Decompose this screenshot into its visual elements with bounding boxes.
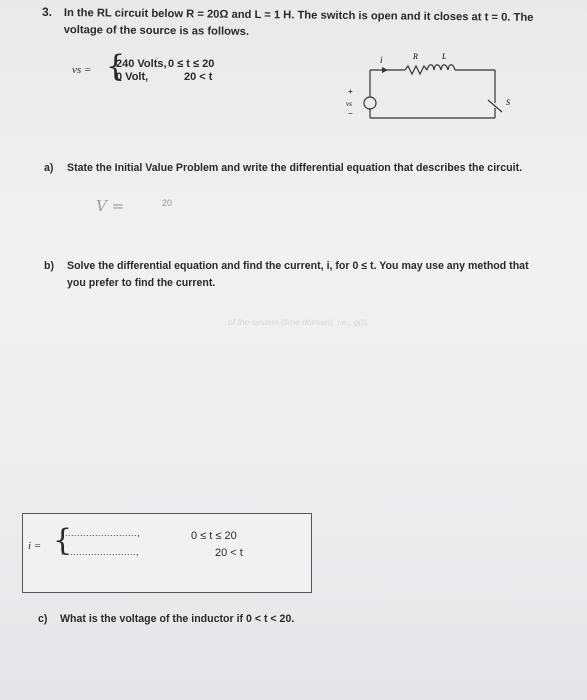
bleed-through-text: of the system (time domain), i.e., g(t). — [228, 317, 369, 327]
rl-circuit-diagram — [330, 48, 530, 138]
question-intro — [64, 5, 569, 44]
arrow-right-icon — [382, 67, 388, 73]
source-lhs: vs = — [72, 64, 92, 76]
source-minus-label: − — [348, 109, 353, 118]
switch-label: S — [506, 98, 510, 107]
voltage-source-icon — [364, 97, 376, 109]
handwritten-20: 20 — [162, 198, 173, 208]
source-row2-value: 0 Volt, — [116, 71, 149, 83]
current-label: i — [380, 55, 383, 65]
part-a-text: State the Initial Value Problem and write the differential equation that describes the circuit. — [67, 162, 523, 174]
part-c-label: c) — [38, 613, 48, 625]
brace-icon: { — [106, 49, 126, 84]
part-b — [44, 258, 529, 289]
inductor-label: L — [442, 52, 447, 61]
part-a — [44, 162, 523, 174]
question-intro-line2: voltage of the source is as follows. — [63, 23, 250, 38]
source-row1-value: 240 Volts, — [116, 58, 167, 70]
source-plus-label: + — [348, 87, 353, 96]
brace-icon: { — [53, 523, 73, 558]
inductor-icon — [427, 65, 455, 70]
answer-lhs: i = — [28, 540, 42, 552]
resistor-label: R — [413, 52, 418, 61]
answer-blank-row1[interactable]: ........................, — [65, 528, 141, 538]
source-row2-condition: 20 < t — [184, 71, 213, 83]
part-b-label: b) — [44, 260, 54, 272]
part-c-text: What is the voltage of the inductor if 0 < t < 20. — [60, 613, 295, 625]
source-label: vs — [346, 100, 352, 108]
question-intro-line1: In the RL circuit below R = 20Ω and L = 1 H. The switch is open and it closes at t = 0. The — [63, 6, 534, 24]
source-row1-condition: 0 ≤ t ≤ 20 — [168, 58, 215, 70]
question-number: 3. — [42, 5, 53, 19]
part-b-line1: Solve the differential equation and find the current, i, for 0 ≤ t. You may use any method that — [67, 260, 529, 272]
answer-row1-condition: 0 ≤ t ≤ 20 — [191, 530, 237, 542]
resistor-icon — [405, 66, 427, 74]
handwritten-v: V = — [96, 197, 125, 215]
part-b-line2: you prefer to find the current. — [67, 277, 216, 289]
answer-row2-condition: 20 < t — [215, 547, 243, 559]
part-c — [38, 613, 295, 625]
part-b-text — [67, 258, 567, 292]
answer-blank-row2[interactable]: ........................., — [61, 547, 140, 557]
part-a-label: a) — [44, 162, 54, 174]
answer-box[interactable] — [22, 513, 312, 593]
